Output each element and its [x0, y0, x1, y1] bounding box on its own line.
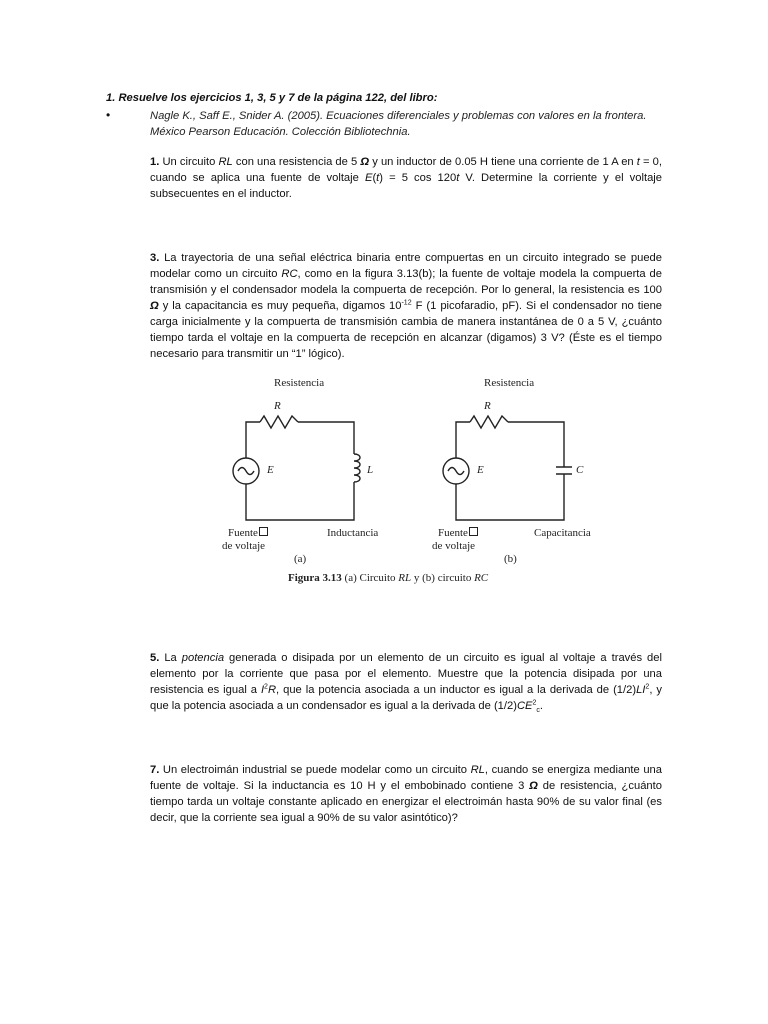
bullet-marker: •	[106, 108, 111, 122]
label-b-capacitance: Capacitancia	[534, 527, 591, 539]
resistor-b-icon	[470, 416, 508, 428]
exercise-1: 1. Un circuito RL con una resistencia de 5 Ω y un inductor de 0.05 H tiene una corriente de 1 A en t = 0, cuando se aplica una fuente de voltaje E(t) = 5 cos 120t V. Determine la corriente y el voltaje subsecuentes en el inductor.	[150, 156, 663, 200]
label-b-c: C	[576, 464, 584, 476]
rl-circuit	[233, 416, 360, 520]
label-a-e: E	[267, 464, 274, 476]
label-b-source-2: de voltaje	[432, 540, 476, 552]
label-b-source: Fuente	[438, 527, 478, 539]
exercise-5: 5. La potencia generada o disipada por un elemento de un circuito es igual al voltaje a través del elemento por la corriente que pasa por el elemento. Muestre que la potencia disipada por una resistencia es igual a $I^2R$, que la potencia asociada a un inductor es igual a la derivada de $(1/2)LI^2$, y que la potencia asociada a un condensador es igual a la derivada de $(1/2)CE^2_c$.	[150, 652, 662, 715]
resistor-a-icon	[260, 416, 298, 428]
label-b-r: R	[484, 400, 491, 412]
capacitor-icon	[556, 467, 572, 474]
figure-caption: Figura 3.13 (a) Circuito RL y (b) circuito RC	[288, 572, 489, 584]
assignment-heading: 1. Resuelve los ejercicios 1, 3, 5 y 7 de la página 122, del libro:	[106, 92, 438, 104]
book-reference: Nagle K., Saff E., Snider A. (2005). Ecuaciones diferenciales y problemas con valores en la frontera. México Pearson Educación. Colección Bibliotechnia.	[150, 110, 647, 138]
exercise-7: 7. Un electroimán industrial se puede modelar como un circuito RL, cuando se energiza mediante una fuente de voltaje. Si la inductancia es 10 H y el embobinado contiene 3 Ω de resistencia, ¿cuánto tiempo tarda un voltaje constante aplicado en energizar el electroimán hasta 90% de su valor final (es decir, que la corriente sea igual a 90% de su valor asintótico)?	[150, 764, 662, 824]
label-a-source: Fuente	[228, 527, 268, 539]
label-a-tag: (a)	[294, 553, 307, 565]
inductor-coil-icon	[354, 454, 360, 482]
label-a-source-2: de voltaje	[222, 540, 266, 552]
label-a-l: L	[367, 464, 374, 476]
label-a-resistance: Resistencia	[274, 377, 325, 389]
figure-3-13	[212, 372, 632, 592]
rc-circuit	[443, 416, 572, 520]
label-b-resistance: Resistencia	[484, 377, 535, 389]
label-b-e: E	[477, 464, 484, 476]
exercise-3: 3. La trayectoria de una señal eléctrica binaria entre compuertas en un circuito integrado se puede modelar como un circuito RC, como en la figura 3.13(b); la fuente de voltaje modela la compuerta de transmisión y el condensador modela la compuerta de recepción. Por lo general, la resistencia es 100 Ω y la capacitancia es muy pequeña, digamos $10^{-12}$ F (1 picofaradio, pF). Si el condensador no tiene carga inicialmente y la compuerta de transmisión cambia de manera instantánea de 0 a 5 V, ¿cuánto tiempo tarda el voltaje en la compuerta de recepción en alcanzar (digamos) 3 V? (Éste es el tiempo necesario para transmitir un “1” lógico).	[150, 252, 663, 360]
label-b-tag: (b)	[504, 553, 517, 565]
label-a-inductance: Inductancia	[327, 527, 379, 539]
label-a-r: R	[274, 400, 281, 412]
